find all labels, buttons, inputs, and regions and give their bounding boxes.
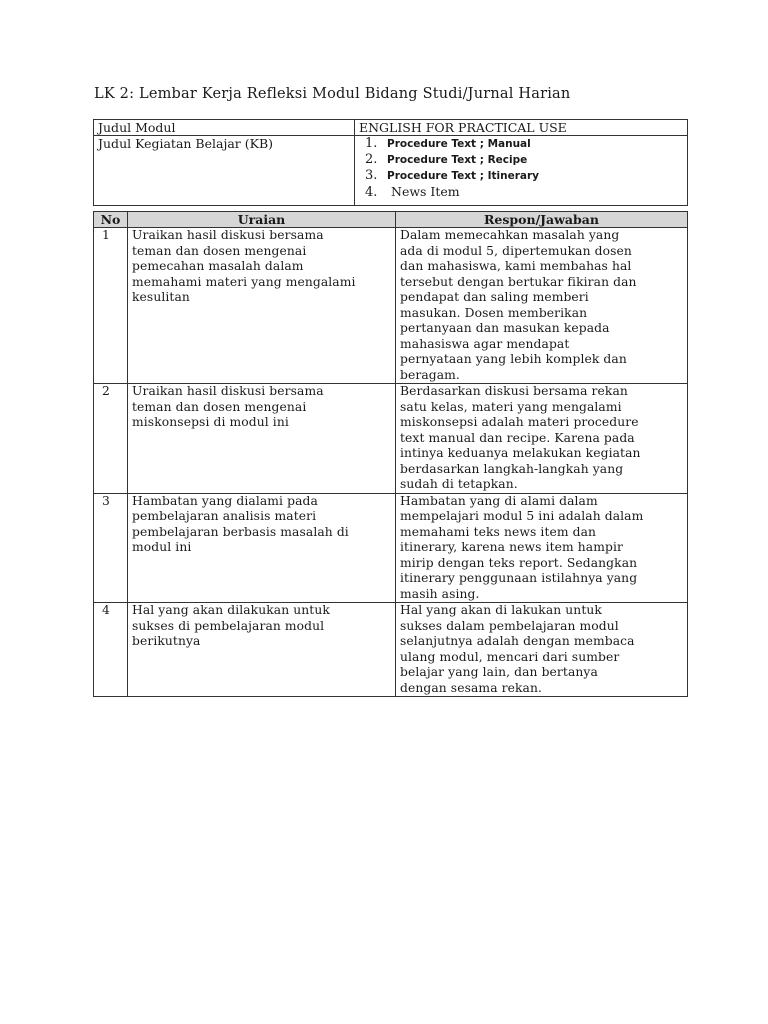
respon-cell <box>396 384 688 494</box>
respon-line: ulang modul, mencari dari sumber <box>400 649 620 664</box>
kb-item-text: Procedure Text ; Manual <box>387 138 531 150</box>
respon-line: dengan sesama rekan. <box>400 680 542 695</box>
uraian-line: Uraikan hasil diskusi bersama <box>132 384 324 398</box>
table-row <box>94 384 688 494</box>
page-title: LK 2: Lembar Kerja Refleksi Modul Bidang Studi/Jurnal Harian <box>94 86 571 102</box>
kb-label: Judul Kegiatan Belajar (KB) <box>94 136 355 206</box>
respon-line: mahasiswa agar mendapat <box>400 336 570 351</box>
respon-line: mempelajari modul 5 ini adalah dalam <box>400 509 644 523</box>
respon-line: Dalam memecahkan masalah yang <box>400 228 620 242</box>
kb-list <box>359 136 687 200</box>
respon-cell <box>396 228 688 384</box>
kb-item <box>359 152 687 168</box>
uraian-line: sukses di pembelajaran modul <box>132 618 325 633</box>
uraian-line: kesulitan <box>132 290 190 304</box>
table-header-row <box>94 212 688 228</box>
header-no: No <box>94 212 128 228</box>
kb-item-text: News Item <box>391 184 460 199</box>
respon-line: sudah di tetapkan. <box>400 477 518 491</box>
respon-line: text manual dan recipe. Karena pada <box>400 430 635 445</box>
respon-line: masih asing. <box>400 586 480 601</box>
uraian-line: modul ini <box>132 540 192 554</box>
row-number: 1 <box>94 228 128 384</box>
respon-line: mirip dengan teks report. Sedangkan <box>400 555 638 570</box>
respon-cell <box>396 603 688 697</box>
header-respon: Respon/Jawaban <box>396 212 688 228</box>
respon-line: beragam. <box>400 367 460 382</box>
respon-line: pernyataan yang lebih komplek dan <box>400 352 627 366</box>
table-row <box>94 228 688 384</box>
reflection-table <box>93 211 688 697</box>
module-title-label: Judul Modul <box>94 120 355 136</box>
respon-line: ada di modul 5, dipertemukan dosen <box>400 243 632 258</box>
module-info-table <box>93 119 688 206</box>
uraian-cell <box>128 228 396 384</box>
kb-item-text: Procedure Text ; Itinerary <box>387 170 539 182</box>
uraian-line: Hal yang akan dilakukan untuk <box>132 603 330 617</box>
row-number: 2 <box>94 384 128 494</box>
module-title-value: ENGLISH FOR PRACTICAL USE <box>355 120 688 136</box>
uraian-line: pembelajaran berbasis masalah di <box>132 524 349 539</box>
respon-line: sukses dalam pembelajaran modul <box>400 618 619 633</box>
kb-item-number: 1. <box>365 136 378 151</box>
kb-item-number: 2. <box>365 152 378 167</box>
row-number: 4 <box>94 603 128 697</box>
kb-row <box>94 136 688 206</box>
row-number: 3 <box>94 493 128 603</box>
kb-item <box>359 136 687 152</box>
respon-line: Berdasarkan diskusi bersama rekan <box>400 384 628 398</box>
kb-list-cell <box>355 136 688 206</box>
header-uraian: Uraian <box>128 212 396 228</box>
respon-line: memahami teks news item dan <box>400 524 597 539</box>
respon-line: tersebut dengan bertukar fikiran dan <box>400 274 637 289</box>
uraian-line: Uraikan hasil diskusi bersama <box>132 228 324 242</box>
respon-line: belajar yang lain, dan bertanya <box>400 665 598 679</box>
table-row <box>94 603 688 697</box>
respon-cell <box>396 493 688 603</box>
respon-line: miskonsepsi adalah materi procedure <box>400 415 639 429</box>
respon-line: selanjutnya adalah dengan membaca <box>400 634 635 648</box>
respon-line: masukan. Dosen memberikan <box>400 305 588 320</box>
kb-item-number: 3. <box>365 168 378 183</box>
kb-item-text: Procedure Text ; Recipe <box>387 154 528 166</box>
respon-line: itinerary, karena news item hampir <box>400 540 623 554</box>
kb-item <box>359 184 687 200</box>
respon-line: Hambatan yang di alami dalam <box>400 493 598 508</box>
respon-line: intinya keduanya melakukan kegiatan <box>400 446 641 460</box>
uraian-line: teman dan dosen mengenai <box>132 243 307 258</box>
kb-item <box>359 168 687 184</box>
uraian-line: teman dan dosen mengenai <box>132 399 307 414</box>
respon-line: pertanyaan dan masukan kepada <box>400 321 610 335</box>
respon-line: dan mahasiswa, kami membahas hal <box>400 259 632 273</box>
module-title-row <box>94 120 688 136</box>
uraian-cell <box>128 603 396 697</box>
uraian-cell <box>128 384 396 494</box>
respon-line: Hal yang akan di lakukan untuk <box>400 603 602 617</box>
uraian-line: pemecahan masalah dalam <box>132 259 304 273</box>
respon-line: itinerary penggunaan istilahnya yang <box>400 571 638 585</box>
respon-line: pendapat dan saling memberi <box>400 290 589 304</box>
kb-item-number: 4. <box>365 185 378 200</box>
uraian-line: memahami materi yang mengalami <box>132 274 356 289</box>
uraian-line: Hambatan yang dialami pada <box>132 493 318 508</box>
uraian-line: pembelajaran analisis materi <box>132 509 317 523</box>
respon-line: satu kelas, materi yang mengalami <box>400 399 622 414</box>
table-row <box>94 493 688 603</box>
uraian-line: berikutnya <box>132 634 201 648</box>
uraian-line: miskonsepsi di modul ini <box>132 415 289 429</box>
respon-line: berdasarkan langkah-langkah yang <box>400 461 624 476</box>
uraian-cell <box>128 493 396 603</box>
